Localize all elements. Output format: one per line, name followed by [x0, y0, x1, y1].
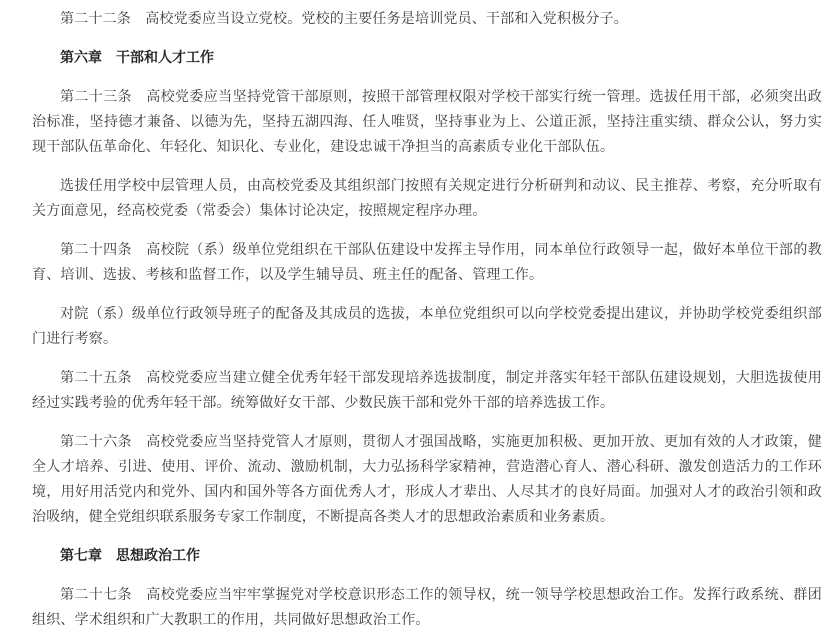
chapter-6-heading: 第六章 干部和人才工作 — [60, 50, 214, 66]
article-24-para-2: 对院（系）级单位行政领导班子的配备及其成员的选拔，本单位党组织可以向学校党委提出建议，并协助学校党委组织部门进行考察。 — [32, 306, 822, 347]
article-23-para-2: 选拔任用学校中层管理人员，由高校党委及其组织部门按照有关规定进行分析研判和动议、民主推荐、考察，充分听取有关方面意见，经高校党委（常委会）集体讨论决定，按照规定程序办理。 — [32, 178, 822, 219]
article-body — [32, 0, 822, 633]
chapter-7-heading: 第七章 思想政治工作 — [60, 548, 200, 564]
article-23: 第二十三条 高校党委应当坚持党管干部原则，按照干部管理权限对学校干部实行统一管理。选拔任用干部，必须突出政治标准，坚持德才兼备、以德为先，坚持五湖四海、任人唯贤，坚持事业为上、公道正派，坚持注重实绩、群众公认，努力实现干部队伍革命化、年轻化、知识化、专业化，建设忠诚干净担当的高素质专业化干部队伍。 — [32, 89, 822, 155]
article-25: 第二十五条 高校党委应当建立健全优秀年轻干部发现培养选拔制度，制定并落实年轻干部队伍建设规划，大胆选拔使用经过实践考验的优秀年轻干部。统筹做好女干部、少数民族干部和党外干部的培养选拔工作。 — [32, 370, 822, 411]
article-27: 第二十七条 高校党委应当牢牢掌握党对学校意识形态工作的领导权，统一领导学校思想政治工作。发挥行政系统、群团组织、学术组织和广大教职工的作用，共同做好思想政治工作。 — [32, 587, 822, 628]
article-22: 第二十二条 高校党委应当设立党校。党校的主要任务是培训党员、干部和入党积极分子。 — [60, 11, 628, 27]
article-26: 第二十六条 高校党委应当坚持党管人才原则，贯彻人才强国战略，实施更加积极、更加开放、更加有效的人才政策，健全人才培养、引进、使用、评价、流动、激励机制，大力弘扬科学家精神，营造潜心育人、潜心科研、激发创造活力的工作环境，用好用活党内和党外、国内和国外等各方面优秀人才，形成人才辈出、人尽其才的良好局面。加强对人才的政治引领和政治吸纳，健全党组织联系服务专家工作制度，不断提高各类人才的思想政治素质和业务素质。 — [32, 434, 822, 525]
article-24: 第二十四条 高校院（系）级单位党组织在干部队伍建设中发挥主导作用，同本单位行政领导一起，做好本单位干部的教育、培训、选拔、考核和监督工作，以及学生辅导员、班主任的配备、管理工作。 — [32, 242, 822, 283]
